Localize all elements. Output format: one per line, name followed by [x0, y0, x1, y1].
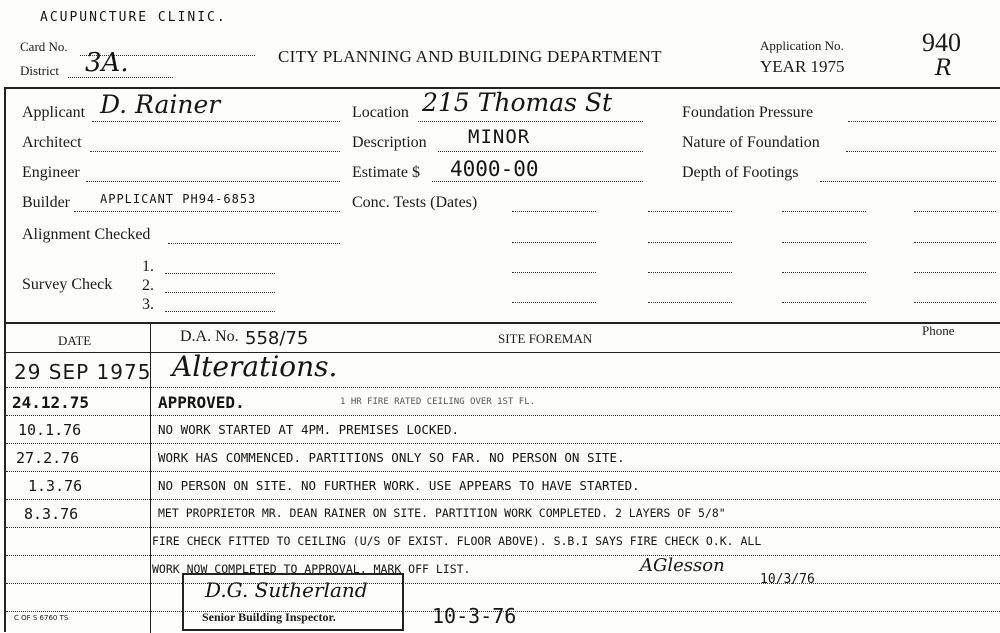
alignment-line — [168, 243, 340, 244]
alignment-label: Alignment Checked — [22, 226, 151, 243]
conc-test-line — [914, 242, 996, 243]
builder-value: APPLICANT PH94-6853 — [100, 192, 257, 206]
stamp-title: Senior Building Inspector. — [202, 610, 336, 624]
entry-text: NO WORK STARTED AT 4PM. PREMISES LOCKED. — [158, 422, 460, 437]
survey-line-3 — [165, 311, 275, 312]
builder-line — [74, 211, 340, 212]
left-border — [4, 87, 6, 632]
survey-label: Survey Check — [22, 276, 113, 293]
card-no-label: Card No. — [20, 39, 68, 54]
conc-test-line — [648, 272, 732, 273]
entry-date: 10.1.76 — [18, 421, 82, 439]
entry-text: MET PROPRIETOR MR. DEAN RAINER ON SITE. PARTITION WORK COMPLETED. 2 LAYERS OF 5/8" — [158, 506, 726, 520]
entry-text: APPROVED. — [158, 393, 245, 412]
department-title: CITY PLANNING AND BUILDING DEPARTMENT — [278, 47, 662, 66]
stamp-signature: D.G. Sutherland — [205, 578, 368, 602]
survey-line-1 — [165, 273, 275, 274]
description-label: Description — [352, 134, 427, 151]
log-row-line — [6, 499, 1000, 500]
conc-test-line — [648, 211, 732, 212]
depth-footings-label: Depth of Footings — [682, 164, 799, 181]
log-row-line — [6, 471, 1000, 472]
estimate-label: Estimate $ — [352, 164, 420, 181]
log-row-line — [6, 387, 1000, 388]
conc-test-line — [512, 242, 596, 243]
entry-text: FIRE CHECK FITTED TO CEILING (U/S OF EXIST. FLOOR ABOVE). S.B.I SAYS FIRE CHECK O.K. ALL — [152, 534, 762, 548]
conc-test-line — [782, 242, 866, 243]
log-row-line — [6, 415, 1000, 416]
district-label: District — [20, 63, 59, 78]
application-no-mark: R — [935, 56, 952, 81]
location-line — [418, 121, 643, 122]
conc-test-line — [782, 211, 866, 212]
entry-text: Alterations. — [172, 350, 338, 383]
conc-test-line — [914, 302, 996, 303]
nature-foundation-label: Nature of Foundation — [682, 134, 820, 151]
conc-test-line — [648, 302, 732, 303]
conc-test-line — [782, 272, 866, 273]
district-value: 3A. — [85, 48, 129, 78]
conc-tests-label: Conc. Tests (Dates) — [352, 194, 478, 211]
conc-test-line — [648, 242, 732, 243]
entry-note: 1 HR FIRE RATED CEILING OVER 1ST FL. — [340, 397, 536, 407]
location-label: Location — [352, 104, 409, 121]
log-row-line — [6, 527, 1000, 528]
foundation-pressure-line — [848, 121, 996, 122]
log-row-line — [6, 443, 1000, 444]
survey-item-1: 1. — [142, 258, 154, 275]
entry-initials-date: 10/3/76 — [760, 572, 815, 587]
entry-text: WORK HAS COMMENCED. PARTITIONS ONLY SO FAR. NO PERSON ON SITE. — [158, 450, 625, 465]
entry-text: WORK NOW COMPLETED TO APPROVAL. MARK OFF LIST. — [152, 562, 471, 576]
nature-foundation-line — [846, 151, 996, 152]
application-no-value: 940 — [922, 28, 961, 57]
estimate-line — [432, 181, 643, 182]
entry-date: 29 SEP 1975 — [14, 360, 152, 384]
description-value: MINOR — [468, 126, 531, 148]
architect-line — [90, 151, 340, 152]
estimate-value: 4000-00 — [450, 157, 539, 181]
conc-test-line — [914, 272, 996, 273]
entry-text: NO PERSON ON SITE. NO FURTHER WORK. USE APPEARS TO HAVE STARTED. — [158, 478, 640, 493]
entry-date: 24.12.75 — [12, 393, 90, 412]
location-value: 215 Thomas St — [422, 88, 613, 117]
engineer-label: Engineer — [22, 164, 80, 181]
da-label: D.A. No. — [180, 328, 239, 345]
year-label: YEAR 1975 — [760, 57, 845, 76]
survey-item-2: 2. — [142, 277, 154, 294]
description-line — [438, 151, 643, 152]
log-header-border — [4, 352, 1000, 353]
survey-line-2 — [165, 292, 275, 293]
applicant-line — [92, 121, 340, 122]
phone-label: Phone — [922, 323, 955, 338]
conc-test-line — [782, 302, 866, 303]
site-foreman-label: SITE FOREMAN — [498, 331, 593, 346]
top-note: ACUPUNCTURE CLINIC. — [40, 10, 227, 25]
architect-label: Architect — [22, 134, 82, 151]
form-code: C OF S 6760 TS — [14, 614, 69, 622]
conc-test-line — [512, 211, 596, 212]
foundation-pressure-label: Foundation Pressure — [682, 104, 814, 121]
survey-item-3: 3. — [142, 296, 154, 313]
log-row-line — [6, 583, 1000, 584]
applicant-value: D. Rainer — [100, 90, 221, 119]
applicant-label: Applicant — [22, 104, 86, 121]
depth-footings-line — [820, 181, 996, 182]
log-top-border — [4, 322, 1000, 324]
stamp-date: 10-3-76 — [432, 604, 517, 628]
application-no-label: Application No. — [760, 38, 844, 53]
builder-label: Builder — [22, 194, 70, 211]
da-value: 558/75 — [245, 328, 309, 349]
entry-date: 1.3.76 — [28, 477, 83, 495]
engineer-line — [86, 181, 340, 182]
conc-test-line — [914, 211, 996, 212]
conc-test-line — [512, 272, 596, 273]
date-header: DATE — [58, 333, 92, 348]
conc-test-line — [512, 302, 596, 303]
entry-date: 8.3.76 — [24, 505, 79, 523]
log-row-line — [6, 555, 1000, 556]
entry-date: 27.2.76 — [16, 449, 80, 467]
entry-initials: AGlesson — [640, 555, 725, 576]
